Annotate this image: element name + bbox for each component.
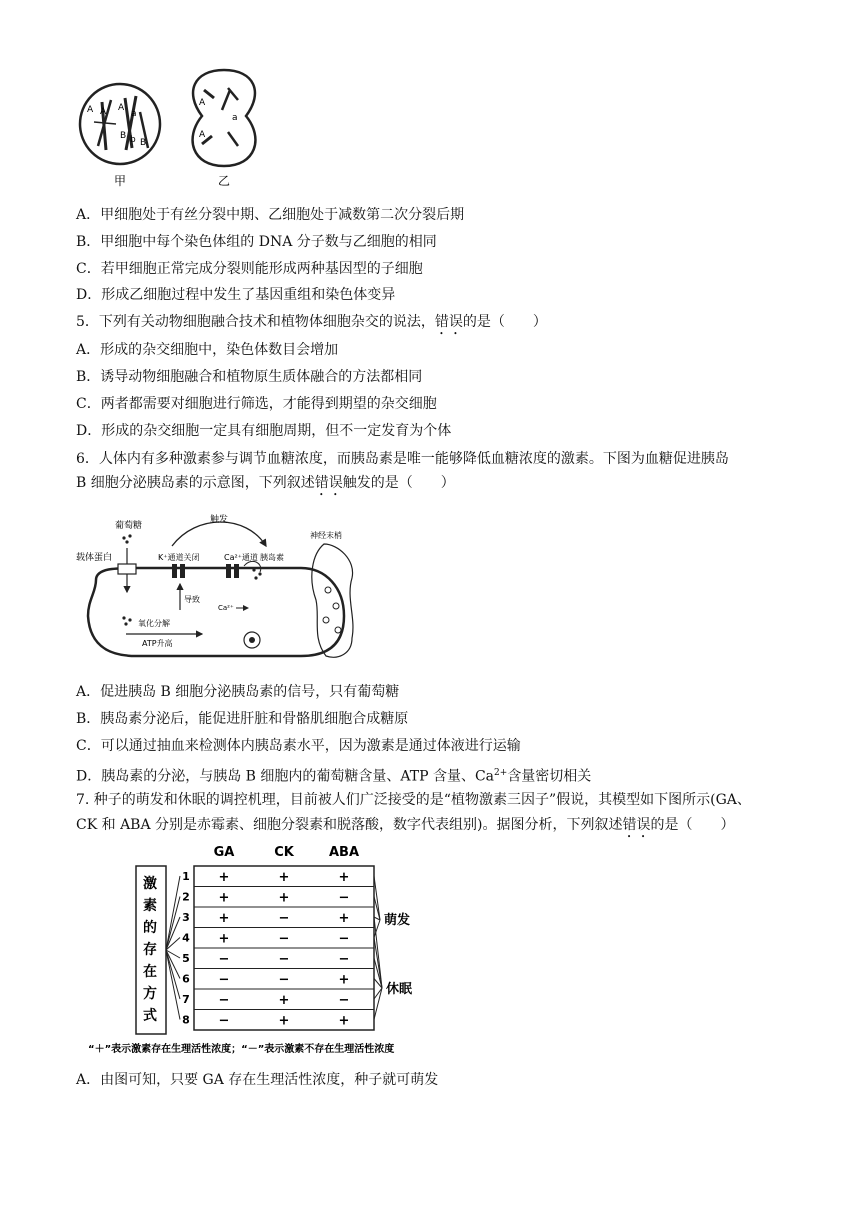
germinate-label: 萌发 — [384, 913, 411, 928]
svg-text:素: 素 — [143, 898, 157, 914]
hormone-table — [182, 845, 374, 1030]
carrier-protein-label: 载体蛋白 — [76, 553, 113, 563]
table-cell: − — [278, 952, 290, 967]
atp-label: ATP升高 — [142, 639, 173, 648]
q5-option-a: A．形成的杂交细胞中，染色体数目会增加 — [76, 342, 339, 358]
svg-text:A: A — [118, 103, 125, 113]
q4-option-b: B．甲细胞中每个染色体组的 DNA 分子数与乙细胞的相同 — [76, 234, 437, 250]
emphasis-wrong: 错误 — [434, 314, 463, 330]
row-number: 6 — [182, 972, 190, 986]
q6-option-b: B．胰岛素分泌后，能促进肝脏和骨骼肌细胞合成糖原 — [76, 711, 409, 727]
q7-stem-line2: CK 和 ABA 分别是赤霉素、细胞分裂素和脱落酸，数字代表组别)。据图分析，下列叙述错误的是（ ） — [76, 817, 735, 833]
svg-text:A: A — [100, 107, 107, 117]
ca-channel-label: Ca²⁺通道 — [224, 553, 258, 562]
table-cell: + — [338, 972, 350, 988]
q5-option-c: C．两者都需要对细胞进行筛选，才能得到期望的杂交细胞 — [76, 396, 437, 412]
glucose-label: 葡萄糖 — [115, 521, 143, 531]
table-cell: − — [278, 972, 290, 988]
cell-yi — [193, 70, 256, 188]
q6-option-a: A．促进胰岛 B 细胞分泌胰岛素的信号，只有葡萄糖 — [76, 684, 400, 700]
table-cell: − — [338, 993, 350, 1008]
row-number: 5 — [182, 952, 190, 965]
table-cell: − — [218, 952, 230, 967]
q5-option-d: D．形成的杂交细胞一定具有细胞周期，但不一定发育为个体 — [76, 423, 452, 439]
q7-option-a: A．由图可知，只要 GA 存在生理活性浓度，种子就可萌发 — [76, 1072, 439, 1088]
table-cell: − — [338, 931, 350, 947]
table-cell: + — [218, 911, 230, 926]
hormone-table-figure — [76, 838, 476, 1060]
svg-text:方: 方 — [143, 986, 157, 1002]
table-cell: + — [278, 890, 290, 906]
cell-jia — [80, 84, 160, 188]
row-number: 1 — [182, 870, 190, 883]
table-cell: + — [338, 870, 350, 885]
svg-text:的: 的 — [143, 920, 157, 936]
table-cell: + — [338, 1013, 350, 1029]
row-number: 8 — [182, 1013, 190, 1027]
svg-text:a: a — [131, 109, 137, 119]
table-cell: + — [338, 911, 350, 926]
row-number: 2 — [182, 890, 190, 904]
q6-stem-line2: B 细胞分泌胰岛素的示意图，下列叙述错误触发的是（ ） — [76, 475, 455, 491]
trigger-label: 触发 — [210, 515, 229, 525]
table-cell: − — [278, 931, 290, 947]
table-cell: − — [338, 952, 350, 967]
table-cell: − — [278, 911, 290, 926]
ca-ion-label: Ca²⁺ — [218, 604, 234, 612]
table-cell: + — [218, 890, 230, 906]
table-cell: − — [218, 972, 230, 988]
q6-option-d: D．胰岛素的分泌，与胰岛 B 细胞内的葡萄糖含量、ATP 含量、$Ca^{2+}$含量密切相关 — [76, 768, 592, 785]
svg-text:A: A — [87, 105, 94, 115]
table-cell: + — [278, 870, 290, 885]
row-number: 4 — [182, 931, 190, 945]
emphasis-wrong: 错误 — [622, 817, 651, 833]
table-cell: + — [278, 1013, 290, 1029]
column-header: ABA — [328, 845, 360, 860]
insulin-label: 胰岛素 — [260, 553, 284, 562]
q7-stem-line1: 7. 种子的萌发和休眠的调控机理，目前被人们广泛接受的是“植物激素三因子”假说，其模型如下图所示(GA、 — [76, 792, 751, 808]
svg-text:式: 式 — [143, 1008, 157, 1024]
svg-text:A: A — [199, 98, 206, 108]
emphasis-wrong: 错误 — [314, 475, 343, 491]
svg-text:A: A — [199, 130, 206, 140]
dormant-label: 休眠 — [386, 982, 413, 997]
table-cell: − — [218, 1013, 230, 1029]
table-cell: − — [218, 993, 230, 1008]
q5-stem: 5．下列有关动物细胞融合技术和植物体细胞杂交的说法，错误的是（ ） — [76, 314, 547, 330]
column-header: GA — [213, 845, 235, 860]
svg-text:存: 存 — [143, 942, 157, 958]
svg-text:在: 在 — [143, 964, 157, 980]
oxidize-label: 氧化分解 — [138, 619, 170, 628]
cell-jia-label: 甲 — [114, 174, 127, 188]
table-cell: + — [218, 931, 230, 947]
q5-option-b: B．诱导动物细胞融合和植物原生质体融合的方法都相同 — [76, 369, 423, 385]
nerve-ending-label: 神经末梢 — [310, 531, 342, 540]
cell-yi-label: 乙 — [218, 174, 231, 188]
q4-option-c: C．若甲细胞正常完成分裂则能形成两种基因型的子细胞 — [76, 261, 423, 277]
svg-text:a: a — [232, 113, 238, 123]
k-channel-label: K⁺通道关闭 — [158, 553, 200, 562]
table-legend: “＋”表示激素存在生理活性浓度；“－”表示激素不存在生理活性浓度 — [88, 1044, 395, 1055]
table-cell: + — [218, 870, 230, 885]
svg-text:b: b — [130, 135, 136, 145]
q6-stem-line1: 6．人体内有多种激素参与调节血糖浓度，而胰岛素是唯一能够降低血糖浓度的激素。下图为血糖促进胰岛 — [76, 451, 729, 467]
cell-division-figure — [76, 62, 276, 197]
table-cell: + — [278, 993, 290, 1008]
svg-text:B: B — [120, 131, 127, 141]
q6-option-c: C．可以通过抽血来检测体内胰岛素水平，因为激素是通过体液进行运输 — [76, 738, 521, 754]
svg-text:激: 激 — [143, 876, 157, 892]
row-number: 3 — [182, 911, 190, 924]
column-header: CK — [274, 845, 294, 860]
row-number: 7 — [182, 993, 190, 1006]
svg-text:B: B — [140, 138, 147, 148]
insulin-secretion-diagram — [76, 508, 366, 668]
table-cell: − — [338, 890, 350, 906]
q4-option-d: D．形成乙细胞过程中发生了基因重组和染色体变异 — [76, 287, 396, 303]
lead-to-label: 导致 — [184, 595, 200, 604]
q4-option-a: A．甲细胞处于有丝分裂中期、乙细胞处于减数第二次分裂后期 — [76, 207, 465, 223]
side-label-box — [136, 866, 166, 1034]
